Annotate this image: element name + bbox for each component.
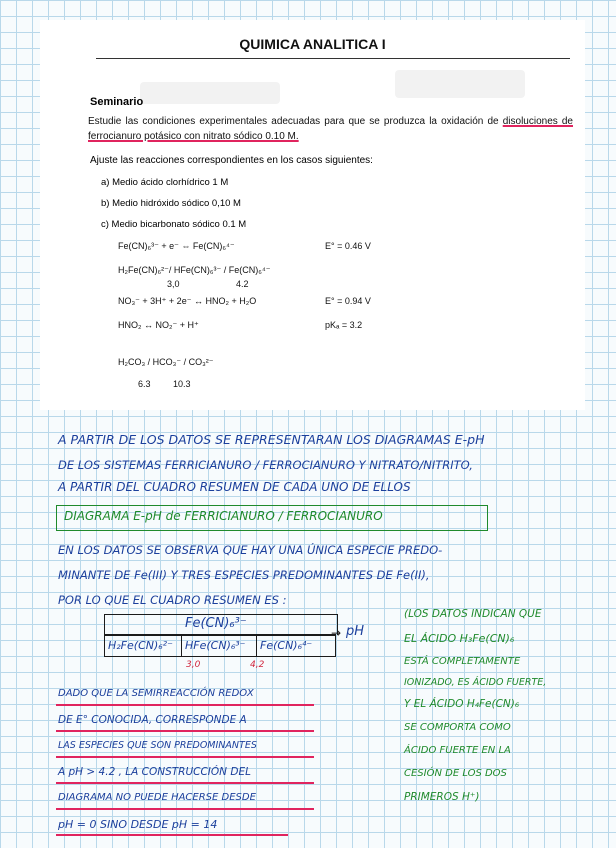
axis-arrow: → bbox=[331, 626, 342, 640]
reaction-4: HNO₂ ↔ NO₂⁻ + H⁺ bbox=[118, 320, 199, 330]
species-3: Fe(CN)₆⁴⁻ bbox=[260, 639, 313, 652]
underline-1 bbox=[56, 704, 314, 706]
statement-text: Estudie las condiciones experimentales adecuadas para que se produzca la oxidación de bbox=[88, 116, 503, 127]
tick-1: 3,0 bbox=[186, 660, 201, 670]
axis-label: pH bbox=[346, 624, 365, 639]
reaction-2-pk2: 4.2 bbox=[236, 279, 249, 289]
option-a: a) Medio ácido clorhídrico 1 M bbox=[101, 177, 229, 188]
boxed-heading: DIAGRAMA E-pH de FERRICIANURO / FERROCIANURO bbox=[64, 509, 383, 523]
statement-underlined: disoluciones de ferrocianuro potásico con nitrato sódico 0.10 M. bbox=[88, 116, 573, 142]
side-note-9: PRIMEROS H⁺) bbox=[404, 791, 480, 803]
side-note-8: CESIÓN DE LOS DOS bbox=[404, 768, 507, 779]
side-note-1: (LOS DATOS INDICAN QUE bbox=[404, 608, 542, 620]
option-b: b) Medio hidróxido sódico 0,10 M bbox=[101, 198, 241, 209]
conclusion-line-1: DADO QUE LA SEMIRREACCIÓN REDOX bbox=[58, 688, 254, 699]
printed-sheet bbox=[40, 20, 585, 410]
observation-line-1: EN LOS DATOS SE OBSERVA QUE HAY UNA ÚNICA ESPECIE PREDO- bbox=[58, 543, 443, 557]
reaction-5-pk2: 10.3 bbox=[173, 379, 191, 389]
summary-top-species: Fe(CN)₆³⁻ bbox=[185, 616, 247, 631]
intro-line-1: A PARTIR DE LOS DATOS SE REPRESENTARAN LOS DIAGRAMAS E-pH bbox=[58, 432, 485, 447]
side-note-7: ÁCIDO FUERTE EN LA bbox=[404, 745, 511, 756]
species-2: HFe(CN)₆³⁻ bbox=[185, 639, 246, 652]
faded-label-left bbox=[140, 82, 280, 104]
intro-line-3: A PARTIR DEL CUADRO RESUMEN DE CADA UNO DE ELLOS bbox=[58, 480, 411, 494]
reaction-4-value: pKₐ = 3.2 bbox=[325, 320, 363, 330]
instruction-text: Ajuste las reacciones correspondientes en los casos siguientes: bbox=[90, 155, 373, 166]
underline-4 bbox=[56, 782, 314, 784]
reaction-1-value: E° = 0.46 V bbox=[325, 241, 371, 251]
option-c: c) Medio bicarbonato sódico 0.1 M bbox=[101, 219, 247, 230]
observation-line-2: MINANTE DE Fe(III) Y TRES ESPECIES PREDOMINANTES DE Fe(II), bbox=[58, 568, 430, 582]
reaction-2: H₂Fe(CN)₆²⁻/ HFe(CN)₆³⁻ / Fe(CN)₆⁴⁻ bbox=[118, 265, 271, 275]
observation-line-3: POR LO QUE EL CUADRO RESUMEN ES : bbox=[58, 593, 287, 607]
problem-statement bbox=[88, 114, 573, 144]
side-note-6: SE COMPORTA COMO bbox=[404, 722, 511, 733]
side-note-4: IONIZADO, ES ÁCIDO FUERTE, bbox=[404, 677, 547, 688]
species-1: H₂Fe(CN)₆²⁻ bbox=[108, 639, 173, 652]
conclusion-line-6: pH = 0 SINO DESDE pH = 14 bbox=[58, 818, 218, 831]
reaction-3-value: E° = 0.94 V bbox=[325, 296, 371, 306]
reaction-5: H₂CO₃ / HCO₃⁻ / CO₃²⁻ bbox=[118, 357, 214, 367]
reaction-1: Fe(CN)₆³⁻ + e⁻ ⇔ Fe(CN)₆⁴⁻ bbox=[118, 241, 235, 251]
section-label: Seminario bbox=[90, 96, 144, 108]
faded-label-right bbox=[395, 70, 525, 98]
title-rule bbox=[96, 58, 570, 59]
side-note-5: Y EL ÁCIDO H₄Fe(CN)₆ bbox=[404, 698, 520, 710]
reaction-5-pk1: 6.3 bbox=[138, 379, 151, 389]
underline-5 bbox=[56, 808, 314, 810]
conclusion-line-4: A pH > 4.2 , LA CONSTRUCCIÓN DEL bbox=[58, 766, 251, 778]
conclusion-line-5: DIAGRAMA NO PUEDE HACERSE DESDE bbox=[58, 792, 256, 803]
reaction-3: NO₃⁻ + 3H⁺ + 2e⁻ ↔ HNO₂ + H₂O bbox=[118, 296, 257, 306]
side-note-3: ESTÁ COMPLETAMENTE bbox=[404, 656, 521, 667]
conclusion-line-2: DE E° CONOCIDA, CORRESPONDE A bbox=[58, 714, 247, 726]
conclusion-line-3: LAS ESPECIES QUE SON PREDOMINANTES bbox=[58, 740, 257, 751]
side-note-2: EL ÁCIDO H₃Fe(CN)₆ bbox=[404, 632, 515, 645]
underline-6 bbox=[56, 834, 288, 836]
tick-2: 4,2 bbox=[250, 660, 265, 670]
underline-2 bbox=[56, 730, 314, 732]
intro-line-2: DE LOS SISTEMAS FERRICIANURO / FERROCIANURO Y NITRATO/NITRITO, bbox=[58, 458, 473, 472]
reaction-2-pk1: 3,0 bbox=[167, 279, 180, 289]
underline-3 bbox=[56, 756, 314, 758]
page-title: QUIMICA ANALITICA I bbox=[239, 36, 386, 52]
